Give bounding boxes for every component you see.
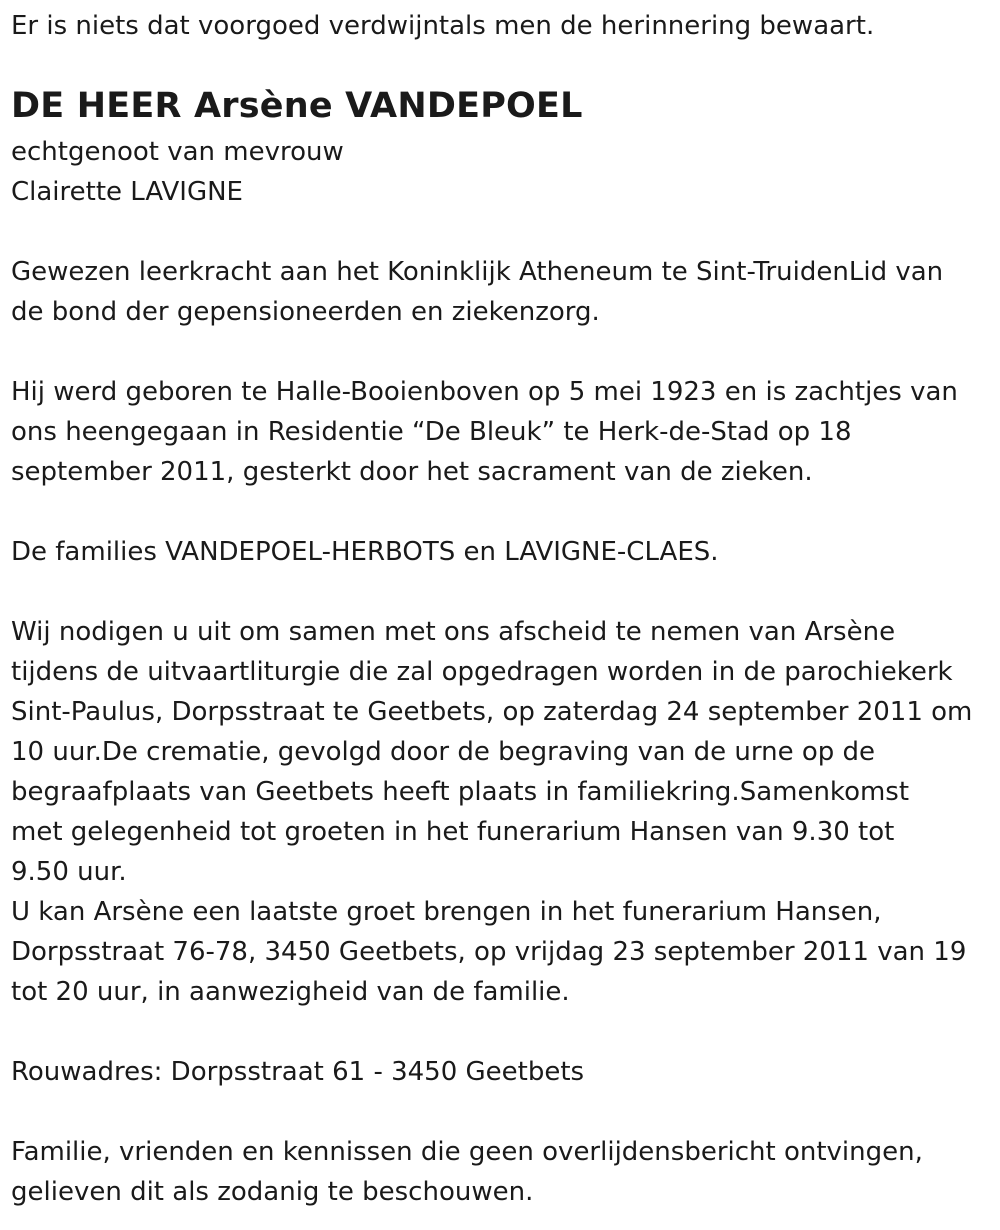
spacer xyxy=(11,212,990,252)
invitation-paragraph xyxy=(11,612,990,1012)
spouse-name: Clairette LAVIGNE xyxy=(11,177,243,207)
invitation-line: U kan Arsène een laatste groet brengen in het funerarium Hansen, xyxy=(11,897,882,927)
invitation-line: begraafplaats van Geetbets heeft plaats in familiekring.Samenkomst xyxy=(11,777,910,807)
career-line: Gewezen leerkracht aan het Koninklijk Atheneum te Sint-TruidenLid van xyxy=(11,257,944,287)
invitation-line: 10 uur.De crematie, gevolgd door de begraving van de urne op de xyxy=(11,737,876,767)
invitation-line: Sint-Paulus, Dorpsstraat te Geetbets, op zaterdag 24 september 2011 om xyxy=(11,697,973,727)
deceased-name: DE HEER Arsène VANDEPOEL xyxy=(11,86,583,126)
invitation-line: tijdens de uitvaartliturgie die zal opgedragen worden in de parochiekerk xyxy=(11,657,953,687)
motto: Er is niets dat voorgoed verdwijntals men de herinnering bewaart. xyxy=(11,11,875,41)
closing-line: Familie, vrienden en kennissen die geen overlijdensbericht ontvingen, xyxy=(11,1137,923,1167)
invitation-line: 9.50 uur. xyxy=(11,857,127,887)
life-line: ons heengegaan in Residentie “De Bleuk” te Herk-de-Stad op 18 xyxy=(11,417,852,447)
invitation-line: tot 20 uur, in aanwezigheid van de familie. xyxy=(11,977,570,1007)
invitation-line: met gelegenheid tot groeten in het funerarium Hansen van 9.30 tot xyxy=(11,817,895,847)
spacer xyxy=(11,332,990,372)
closing-line: gelieven dit als zodanig te beschouwen. xyxy=(11,1177,534,1207)
spouse-line: echtgenoot van mevrouw xyxy=(11,137,344,167)
spacer xyxy=(11,1092,990,1132)
career-line: de bond der gepensioneerden en ziekenzorg. xyxy=(11,297,600,327)
mourning-address: Rouwadres: Dorpsstraat 61 - 3450 Geetbets xyxy=(11,1057,585,1087)
career-paragraph xyxy=(11,252,990,332)
life-line: september 2011, gesterkt door het sacrament van de zieken. xyxy=(11,457,813,487)
spacer xyxy=(11,572,990,612)
families-paragraph: De families VANDEPOEL-HERBOTS en LAVIGNE-CLAES. xyxy=(11,537,719,567)
closing-paragraph xyxy=(11,1132,990,1212)
invitation-line: Wij nodigen u uit om samen met ons afscheid te nemen van Arsène xyxy=(11,617,896,647)
life-line: Hij werd geboren te Halle-Booienboven op 5 mei 1923 en is zachtjes van xyxy=(11,377,958,407)
invitation-line: Dorpsstraat 76-78, 3450 Geetbets, op vrijdag 23 september 2011 van 19 xyxy=(11,937,967,967)
spacer xyxy=(11,1012,990,1052)
spacer xyxy=(11,492,990,532)
life-paragraph xyxy=(11,372,990,492)
